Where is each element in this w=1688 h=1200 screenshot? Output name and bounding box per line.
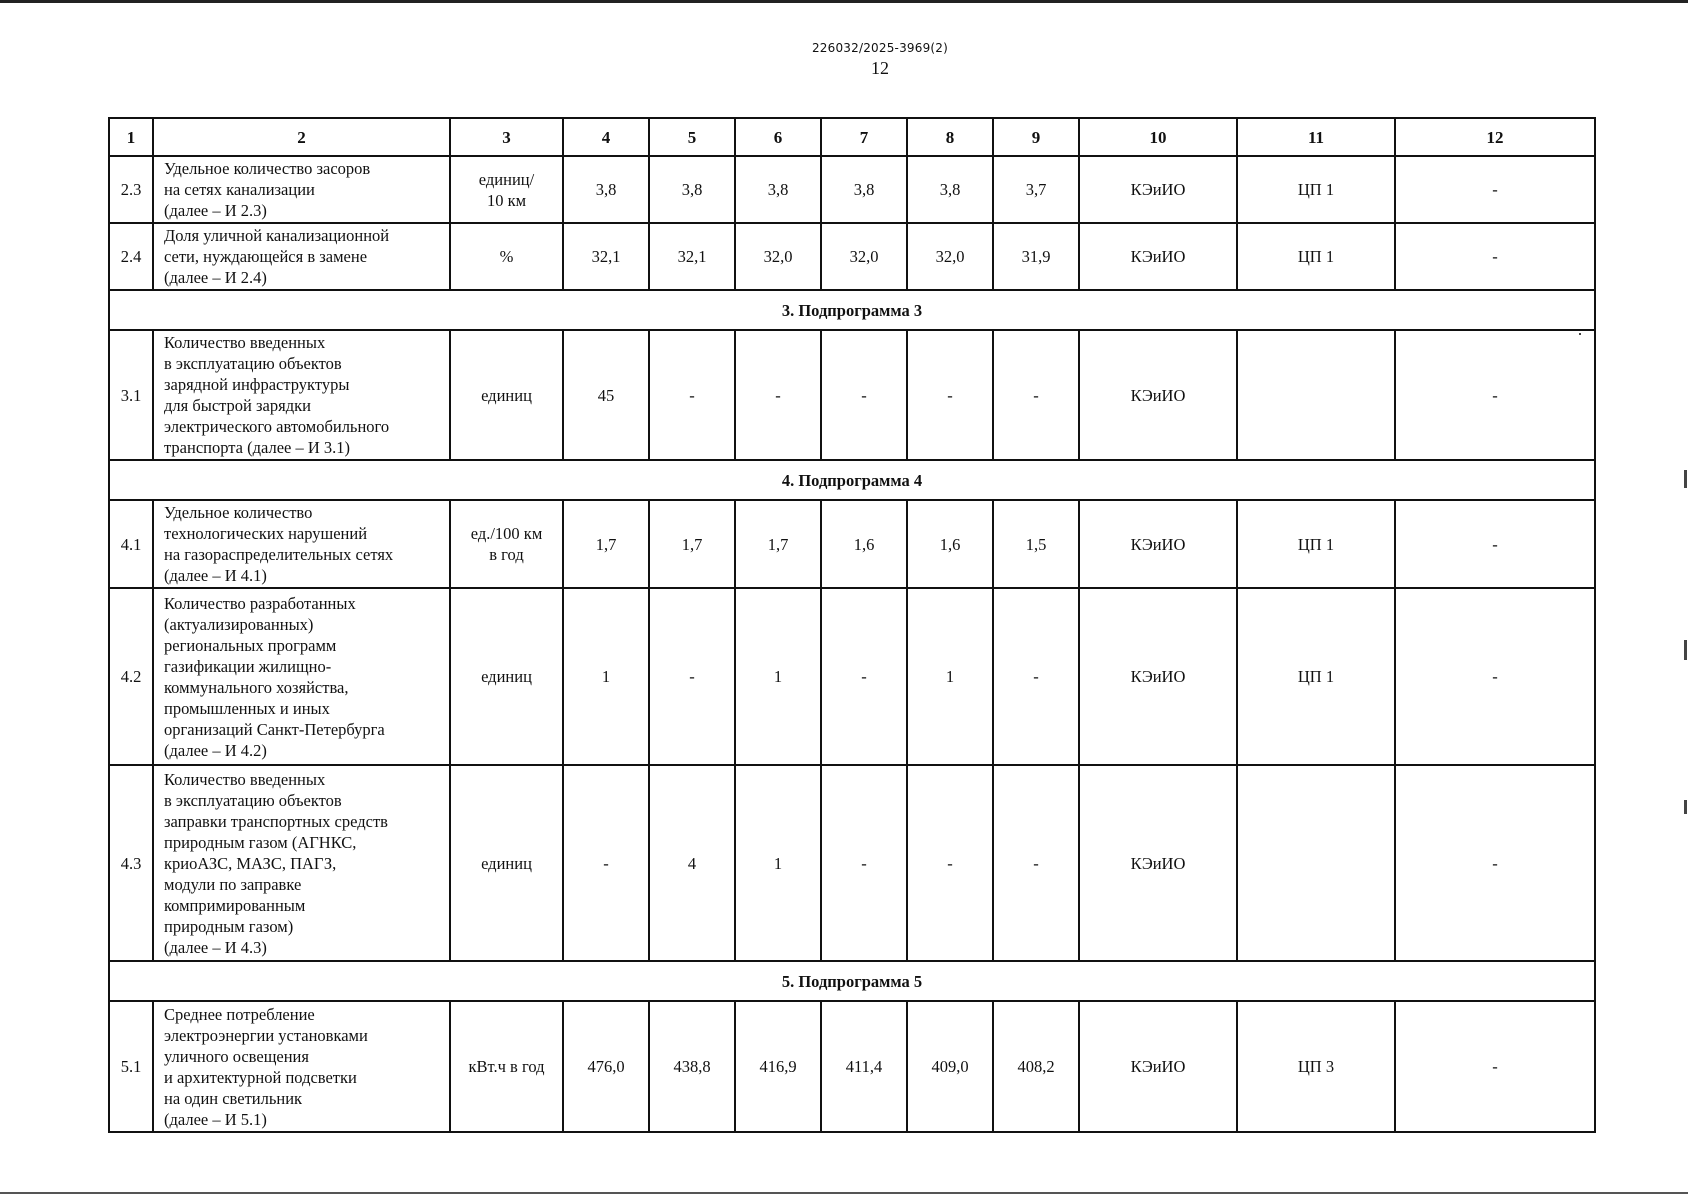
goal-reference-cell	[1237, 330, 1395, 460]
indicator-description-cell: Количество введенных в эксплуатацию объектов зарядной инфраструктуры для быстрой зарядки электрического автомобильного транспорта (далее – И 3.1)	[153, 330, 450, 460]
document-registration-number: 226032/2025-3969(2)	[811, 41, 949, 55]
responsible-cell: КЭиИО	[1079, 330, 1237, 460]
goal-reference-cell: ЦП 1	[1237, 156, 1395, 223]
goal-reference-cell: ЦП 1	[1237, 223, 1395, 290]
column-header-4: 4	[563, 118, 649, 156]
section-header-row	[109, 961, 1595, 1001]
value-cell-col4: 32,1	[563, 223, 649, 290]
row-number-cell: 4.1	[109, 500, 153, 588]
value-cell-col9: 3,7	[993, 156, 1079, 223]
note-cell: -	[1395, 330, 1595, 460]
value-cell-col5: 1,7	[649, 500, 735, 588]
value-cell-col9: -	[993, 330, 1079, 460]
value-cell-col4: 1	[563, 588, 649, 765]
row-number-cell: 4.2	[109, 588, 153, 765]
value-cell-col5: 438,8	[649, 1001, 735, 1132]
value-cell-col6: -	[735, 330, 821, 460]
section-header-row	[109, 460, 1595, 500]
goal-reference-cell: ЦП 1	[1237, 588, 1395, 765]
value-cell-col5: -	[649, 588, 735, 765]
value-cell-col8: -	[907, 765, 993, 961]
unit-cell: единиц	[450, 330, 563, 460]
row-number-cell: 4.3	[109, 765, 153, 961]
responsible-cell: КЭиИО	[1079, 1001, 1237, 1132]
value-cell-col7: -	[821, 330, 907, 460]
column-header-2: 2	[153, 118, 450, 156]
value-cell-col9: 408,2	[993, 1001, 1079, 1132]
scan-bottom-edge	[0, 1192, 1688, 1194]
indicator-description-cell: Среднее потребление электроэнергии установками уличного освещения и архитектурной подсветки на один светильник (далее – И 5.1)	[153, 1001, 450, 1132]
indicator-description-cell: Доля уличной канализационной сети, нуждающейся в замене (далее – И 2.4)	[153, 223, 450, 290]
scan-speck	[1579, 333, 1581, 335]
responsible-cell: КЭиИО	[1079, 588, 1237, 765]
page-number: 12	[871, 58, 889, 78]
table-body	[109, 118, 1595, 1132]
table-row	[109, 156, 1595, 223]
responsible-cell: КЭиИО	[1079, 156, 1237, 223]
goal-reference-cell: ЦП 3	[1237, 1001, 1395, 1132]
scan-top-edge	[0, 0, 1688, 3]
value-cell-col6: 1	[735, 588, 821, 765]
value-cell-col8: 3,8	[907, 156, 993, 223]
indicator-description-cell: Количество разработанных (актуализированных) региональных программ газификации жилищно- коммунального хозяйства, промышленных и иных организаций Санкт-Петербурга (далее – И 4.2)	[153, 588, 450, 765]
value-cell-col7: 411,4	[821, 1001, 907, 1132]
section-header-row	[109, 290, 1595, 330]
column-header-9: 9	[993, 118, 1079, 156]
goal-reference-cell: ЦП 1	[1237, 500, 1395, 588]
value-cell-col4: 1,7	[563, 500, 649, 588]
note-cell: -	[1395, 588, 1595, 765]
value-cell-col8: 1,6	[907, 500, 993, 588]
value-cell-col8: 1	[907, 588, 993, 765]
table-header-row	[109, 118, 1595, 156]
unit-cell: единиц	[450, 588, 563, 765]
unit-cell: ед./100 км в год	[450, 500, 563, 588]
value-cell-col7: 32,0	[821, 223, 907, 290]
note-cell: -	[1395, 156, 1595, 223]
row-number-cell: 3.1	[109, 330, 153, 460]
goal-reference-cell	[1237, 765, 1395, 961]
column-header-7: 7	[821, 118, 907, 156]
value-cell-col8: -	[907, 330, 993, 460]
value-cell-col8: 409,0	[907, 1001, 993, 1132]
indicator-description-cell: Удельное количество технологических нарушений на газораспределительных сетях (далее – И 4.1)	[153, 500, 450, 588]
row-number-cell: 5.1	[109, 1001, 153, 1132]
unit-cell: единиц	[450, 765, 563, 961]
column-header-10: 10	[1079, 118, 1237, 156]
responsible-cell: КЭиИО	[1079, 765, 1237, 961]
value-cell-col7: 3,8	[821, 156, 907, 223]
value-cell-col4: 476,0	[563, 1001, 649, 1132]
column-header-8: 8	[907, 118, 993, 156]
column-header-3: 3	[450, 118, 563, 156]
table-row	[109, 1001, 1595, 1132]
unit-cell: кВт.ч в год	[450, 1001, 563, 1132]
value-cell-col7: -	[821, 588, 907, 765]
scan-edge-mark	[1684, 470, 1687, 488]
table-row	[109, 330, 1595, 460]
value-cell-col9: 1,5	[993, 500, 1079, 588]
note-cell: -	[1395, 500, 1595, 588]
value-cell-col6: 32,0	[735, 223, 821, 290]
unit-cell: %	[450, 223, 563, 290]
indicator-description-cell: Количество введенных в эксплуатацию объектов заправки транспортных средств природным газом (АГНКС, криоАЗС, МАЗС, ПАГЗ, модули по заправке компримированным природным газом) (далее – И 4.3)	[153, 765, 450, 961]
column-header-11: 11	[1237, 118, 1395, 156]
row-number-cell: 2.4	[109, 223, 153, 290]
scan-edge-mark	[1684, 640, 1687, 660]
responsible-cell: КЭиИО	[1079, 500, 1237, 588]
note-cell: -	[1395, 765, 1595, 961]
value-cell-col4: 45	[563, 330, 649, 460]
row-number-cell: 2.3	[109, 156, 153, 223]
value-cell-col7: 1,6	[821, 500, 907, 588]
value-cell-col4: -	[563, 765, 649, 961]
note-cell: -	[1395, 223, 1595, 290]
value-cell-col5: 4	[649, 765, 735, 961]
value-cell-col7: -	[821, 765, 907, 961]
table-row	[109, 765, 1595, 961]
unit-cell: единиц/ 10 км	[450, 156, 563, 223]
value-cell-col8: 32,0	[907, 223, 993, 290]
value-cell-col9: 31,9	[993, 223, 1079, 290]
responsible-cell: КЭиИО	[1079, 223, 1237, 290]
indicators-table	[108, 117, 1596, 1133]
value-cell-col5: 32,1	[649, 223, 735, 290]
section-title: 4. Подпрограмма 4	[109, 460, 1595, 500]
value-cell-col5: 3,8	[649, 156, 735, 223]
value-cell-col9: -	[993, 588, 1079, 765]
value-cell-col9: -	[993, 765, 1079, 961]
section-title: 3. Подпрограмма 3	[109, 290, 1595, 330]
value-cell-col5: -	[649, 330, 735, 460]
indicator-description-cell: Удельное количество засоров на сетях канализации (далее – И 2.3)	[153, 156, 450, 223]
scan-edge-mark	[1684, 800, 1687, 814]
note-cell: -	[1395, 1001, 1595, 1132]
value-cell-col6: 1,7	[735, 500, 821, 588]
section-title: 5. Подпрограмма 5	[109, 961, 1595, 1001]
table-row	[109, 500, 1595, 588]
column-header-6: 6	[735, 118, 821, 156]
value-cell-col6: 1	[735, 765, 821, 961]
column-header-12: 12	[1395, 118, 1595, 156]
column-header-1: 1	[109, 118, 153, 156]
table-row	[109, 223, 1595, 290]
value-cell-col4: 3,8	[563, 156, 649, 223]
table-row	[109, 588, 1595, 765]
value-cell-col6: 3,8	[735, 156, 821, 223]
column-header-5: 5	[649, 118, 735, 156]
value-cell-col6: 416,9	[735, 1001, 821, 1132]
